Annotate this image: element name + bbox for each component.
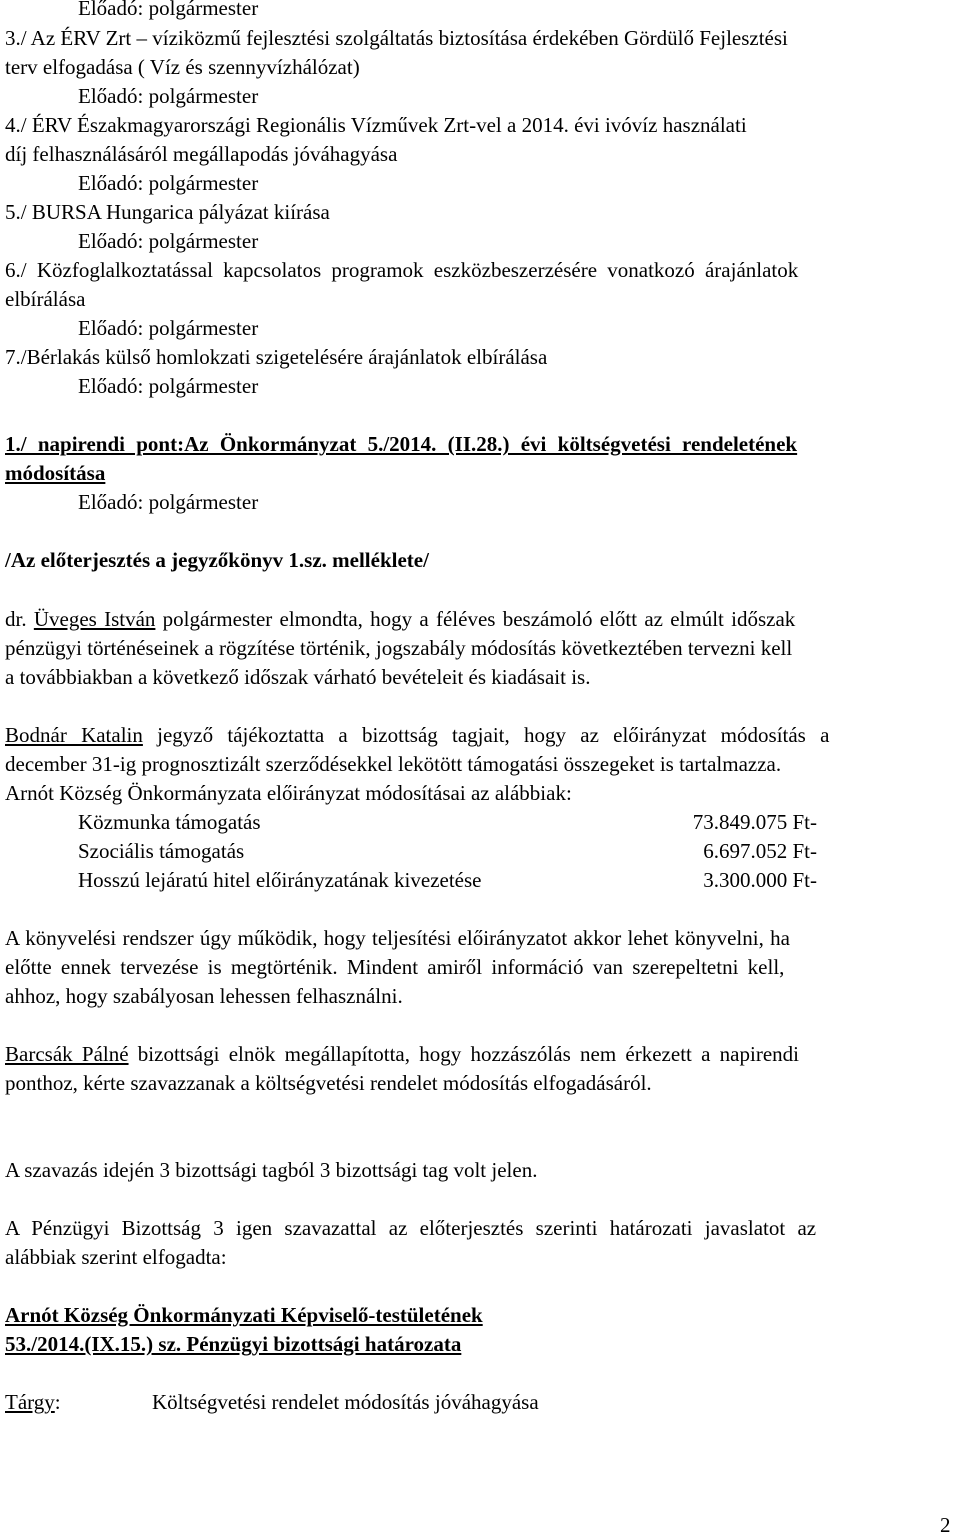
paragraph-decision-line2: alábbiak szerint elfogadta: [5,1245,227,1269]
agenda-item-6: 6./ Közfoglalkoztatással kapcsolatos programok eszközbeszerzésére vonatkozó árajánlatok [5,258,799,282]
presenter-line: Előadó: polgármester [78,84,259,108]
agenda-item-3-line2: terv elfogadása ( Víz és szennyvízhálózat) [5,55,360,79]
resolution-number: 53./2014.(IX.15.) sz. Pénzügyi bizottsági határozata [5,1332,462,1356]
amount-value: 3.300.000 Ft- [703,868,817,892]
agenda-item-5: 5./ BURSA Hungarica pályázat kiírása [5,200,330,224]
paragraph-mayor-line2: pénzügyi történéseinek a rögzítése történik, jogszabály módosítás következtében tervezni kell [5,636,793,660]
subject-label: Tárgy [5,1390,55,1414]
subject-row [5,1390,61,1414]
amount-label: Hosszú lejáratú hitel előirányzatának kivezetése [78,868,482,892]
page-number: 2 [940,1513,951,1537]
paragraph-notary-line2: december 31-ig prognosztizált szerződésekkel lekötött támogatási összegeket is tartalmazza. [5,752,782,776]
presenter-line: Előadó: polgármester [78,171,259,195]
paragraph-chair [5,1042,799,1066]
speaker-name: Bodnár Katalin [5,723,143,747]
paragraph-mayor-line3: a továbbiakban a következő időszak várható bevételeit és kiadásait is. [5,665,591,689]
agenda-item-4-line2: díj felhasználásáról megállapodás jóváhagyása [5,142,398,166]
presenter-line: Előadó: polgármester [78,229,259,253]
agenda-item-3 [5,26,956,50]
paragraph-accounting-line2: előtte ennek tervezése is megtörténik. Mindent amiről információ van szerepeltetni kell, [5,955,785,979]
agenda-item-3-line1: 3./ Az ÉRV Zrt – víziközmű fejlesztési szolgáltatás biztosítása érdekében Gördülő Fejlesztési [5,26,788,50]
subject-value: Költségvetési rendelet módosítás jóváhagyása [152,1390,539,1414]
paragraph-notary [5,723,829,747]
paragraph-mayor [5,607,795,631]
paragraph-decision: A Pénzügyi Bizottság 3 igen szavazattal az előterjesztés szerinti határozati javaslatot az [5,1216,817,1240]
prefix: dr. [5,607,27,631]
text: jegyző tájékoztatta a bizottság tagjait, hogy az előirányzat módosítás a [157,723,830,747]
amount-value: 73.849.075 Ft- [692,810,817,834]
speaker-name: Üveges István [33,607,156,631]
amount-value: 6.697.052 Ft- [703,839,817,863]
presenter-line: Előadó: polgármester [78,490,259,514]
amount-label: Közmunka támogatás [78,810,261,834]
presenter-line: Előadó: polgármester [78,0,259,20]
agenda-point-title-line2: módosítása [5,461,106,485]
paragraph-notary-line3: Arnót Község Önkormányzata előirányzat módosításai az alábbiak: [5,781,572,805]
presenter-line: Előadó: polgármester [78,374,259,398]
text: polgármester elmondta, hogy a féléves beszámoló előtt az elmúlt időszak [162,607,796,631]
subject-colon: : [54,1390,61,1414]
attachment-note: /Az előterjesztés a jegyzőkönyv 1.sz. melléklete/ [5,548,429,572]
speaker-name: Barcsák Pálné [5,1042,129,1066]
paragraph-accounting-line3: ahhoz, hogy szabályosan lehessen felhasználni. [5,984,403,1008]
text: bizottsági elnök megállapította, hogy hozzászólás nem érkezett a napirendi [137,1042,799,1066]
paragraph-accounting: A könyvelési rendszer úgy működik, hogy teljesítési előirányzatot akkor lehet könyvelni, ha [5,926,790,950]
agenda-item-4: 4./ ÉRV Északmagyarországi Regionális Vízművek Zrt-vel a 2014. évi ivóvíz használati [5,113,747,137]
vote-statement: A szavazás idején 3 bizottsági tagból 3 bizottsági tag volt jelen. [5,1158,538,1182]
agenda-point-title: 1./ napirendi pont:Az Önkormányzat 5./2014. (II.28.) évi költségvetési rendeletének [5,432,798,456]
paragraph-chair-line2: ponthoz, kérte szavazzanak a költségvetési rendelet módosítás elfogadásáról. [5,1071,652,1095]
resolution-title: Arnót Község Önkormányzati Képviselő-testületének [5,1303,483,1327]
presenter-line: Előadó: polgármester [78,316,259,340]
agenda-item-6-line2: elbírálása [5,287,86,311]
amount-label: Szociális támogatás [78,839,245,863]
agenda-item-7: 7./Bérlakás külső homlokzati szigetelésére árajánlatok elbírálása [5,345,548,369]
